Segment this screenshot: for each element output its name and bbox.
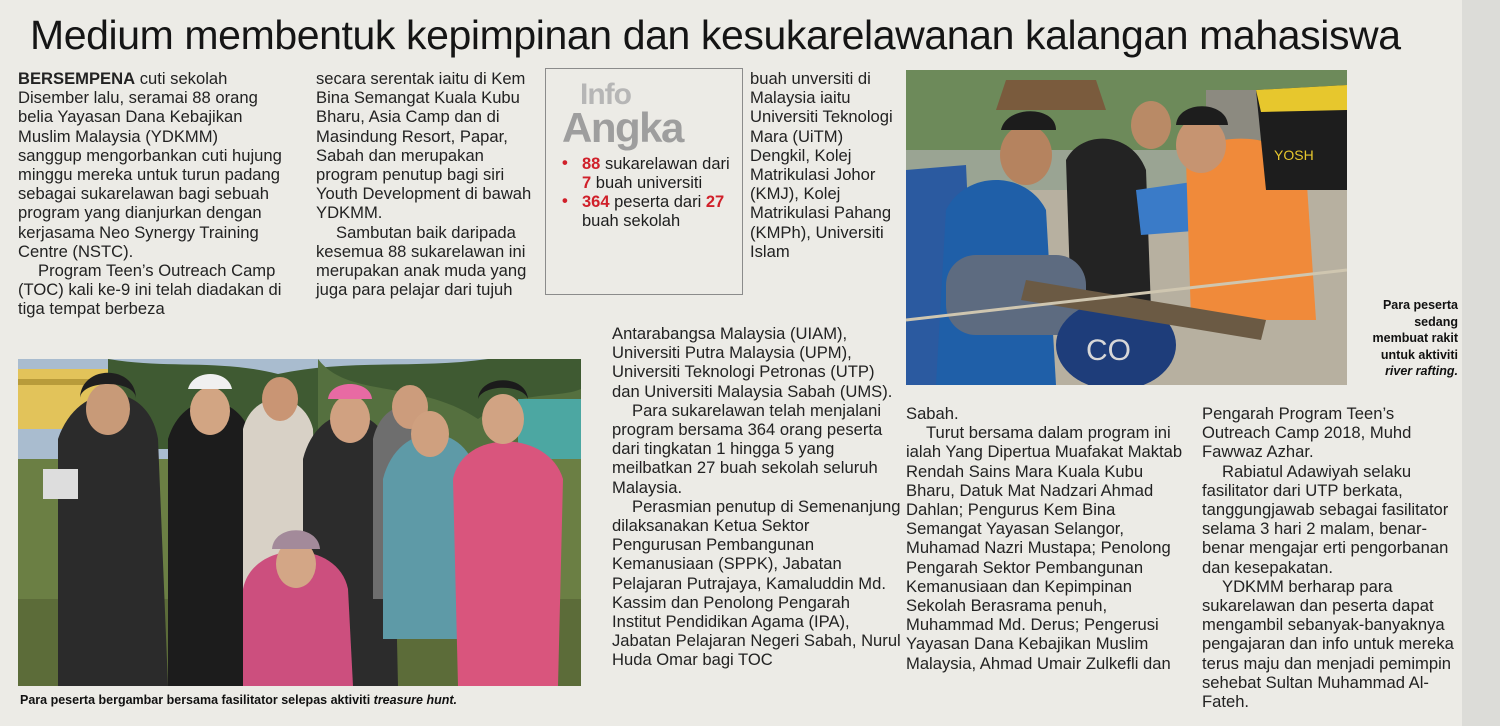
stat-number: 364	[582, 193, 610, 211]
paragraph: Turut bersama dalam program ini ialah Yang Dipertua Muafakat Maktab Rendah Sains Mara Kuala Kubu Bharu, Datuk Mat Nadzari Ahmad Dahlan; Pengurus Kem Bina Semangat Yayasan Selangor, Muhamad Nazri Mustapa; Penolong Pengarah Sektor Pembangunan Kemanusiaan dan Kepimpinan Sekolah Berasrama penuh, Muhammad Md. Derus; Pengerusi Yayasan Dana Kebajikan Muslim Malaysia, Ahmad Umair Zulkefli dan	[906, 423, 1183, 673]
paragraph: Rabiatul Adawiyah selaku fasilitator dari UTP berkata, tanggungjawab sebagai fasilitator selama 3 hari 2 malam, benar-benar mengajar erti pengorbanan dan kesepakatan.	[1202, 461, 1449, 577]
info-angka-box	[545, 68, 743, 295]
article-column-3-top	[750, 69, 900, 261]
paragraph: Antarabangsa Malaysia (UIAM), Universiti Putra Malaysia (UPM), Universiti Teknologi Petronas (UTP) dan Universiti Malaysia Sabah (UMS).	[612, 324, 893, 401]
lead-word: BERSEMPENA	[18, 69, 136, 88]
paragraph: YDKMM berharap para sukarelawan dan peserta dapat mengambil sebanyak-banyaknya pengajaran dan info untuk mereka terus maju dan menjadi pemimpin sehebat Sultan Muhammad Al-Fateh.	[1202, 576, 1454, 712]
paragraph: Para sukarelawan telah menjalani program bersama 364 orang peserta dari tingkatan 1 hingga 5 yang meilbatkan 27 buah sekolah seluruh Malaysia.	[612, 400, 883, 497]
article-column-3-bottom	[612, 324, 902, 670]
adjacent-page-strip	[1462, 0, 1500, 726]
stat-number: 88	[582, 155, 601, 173]
info-item-volunteers	[560, 155, 738, 193]
group-photo	[18, 359, 581, 686]
paragraph: Pengarah Program Teen’s Outreach Camp 2018, Muhd Fawwaz Azhar.	[1202, 404, 1412, 462]
shirt-text: YOSH	[1274, 147, 1314, 163]
stat-number: 7	[582, 174, 592, 192]
info-list	[560, 155, 738, 231]
stat-text: peserta dari	[609, 193, 706, 211]
caption-left	[20, 692, 580, 708]
paragraph: Program Teen’s Outreach Camp (TOC) kali ke-9 ini telah diadakan di tiga tempat berbeza	[18, 261, 282, 319]
info-title-angka: Angka	[562, 104, 683, 151]
paragraph: secara serentak iaitu di Kem Bina Semangat Kuala Kubu Bharu, Asia Camp dan di Masindung Resort, Papar, Sabah dan merupakan program penutup bagi siri Youth Development di bawah YDKMM.	[316, 69, 532, 223]
stat-text: buah sekolah	[582, 212, 681, 230]
raft-photo	[906, 70, 1347, 385]
group-photo-image	[18, 359, 581, 686]
info-item-participants	[560, 193, 738, 231]
headline: Medium membentuk kepimpinan dan kesukarelawanan kalangan mahasiswa	[30, 12, 1401, 58]
info-title-info: Info	[580, 78, 631, 111]
caption-line: untuk aktiviti	[1380, 347, 1458, 362]
bullet-icon: •	[562, 154, 568, 172]
stat-text: buah universiti	[591, 174, 703, 192]
stat-text: sukarelawan dari	[600, 155, 730, 173]
paragraph: buah unversiti di Malaysia iaitu Universiti Teknologi Mara (UiTM) Dengkil, Kolej Matrikulasi Johor (KMJ), Kolej Matrikulasi Pahang (KMPh), Universiti Islam	[750, 69, 893, 261]
caption-italic: treasure hunt.	[373, 693, 458, 707]
paragraph: Perasmian penutup di Semenanjung dilaksanakan Ketua Sektor Pengurusan Pembangunan Kemanusiaan (SPPK), Jabatan Pelajaran Putrajaya, Kamaluddin Md. Kassim dan Penolong Pengarah Institut Pendidikan Agama (IPA), Jabatan Pelajaran Negeri Sabah, Nurul Huda Omar bagi TOC	[612, 496, 901, 670]
bullet-icon: •	[562, 192, 568, 210]
article-column-5	[1202, 404, 1466, 711]
paragraph: Sambutan baik daripada kesemua 88 sukarelawan ini merupakan anak muda yang juga para pelajar dari tujuh	[316, 222, 527, 300]
caption-line: sedang	[1414, 314, 1458, 329]
article-column-1	[18, 69, 286, 319]
paragraph: Sabah.	[906, 404, 959, 423]
caption-right	[1352, 297, 1458, 380]
raft-photo-image	[906, 70, 1347, 385]
caption-line: membuat rakit	[1372, 331, 1458, 345]
barrel-text: CO	[1086, 334, 1131, 367]
caption-italic: river rafting.	[1385, 364, 1458, 378]
article-column-2	[316, 69, 538, 299]
caption-text: Para peserta bergambar bersama fasilitator selepas aktiviti	[20, 693, 374, 707]
caption-line: Para peserta	[1382, 298, 1458, 312]
paragraph	[18, 69, 286, 261]
article-column-4	[906, 404, 1190, 673]
stat-number: 27	[705, 193, 725, 211]
paragraph-text: cuti sekolah Disember lalu, seramai 88 orang belia Yayasan Dana Kebajikan Muslim Malaysia (YDKMM) sanggup mengorbankan cuti hujung minggu mereka untuk turun padang sebagai sukarelawan bagi sebuah program yang dianjurkan dengan kerjasama Neo Synergy Training Centre (NSTC).	[18, 69, 282, 261]
